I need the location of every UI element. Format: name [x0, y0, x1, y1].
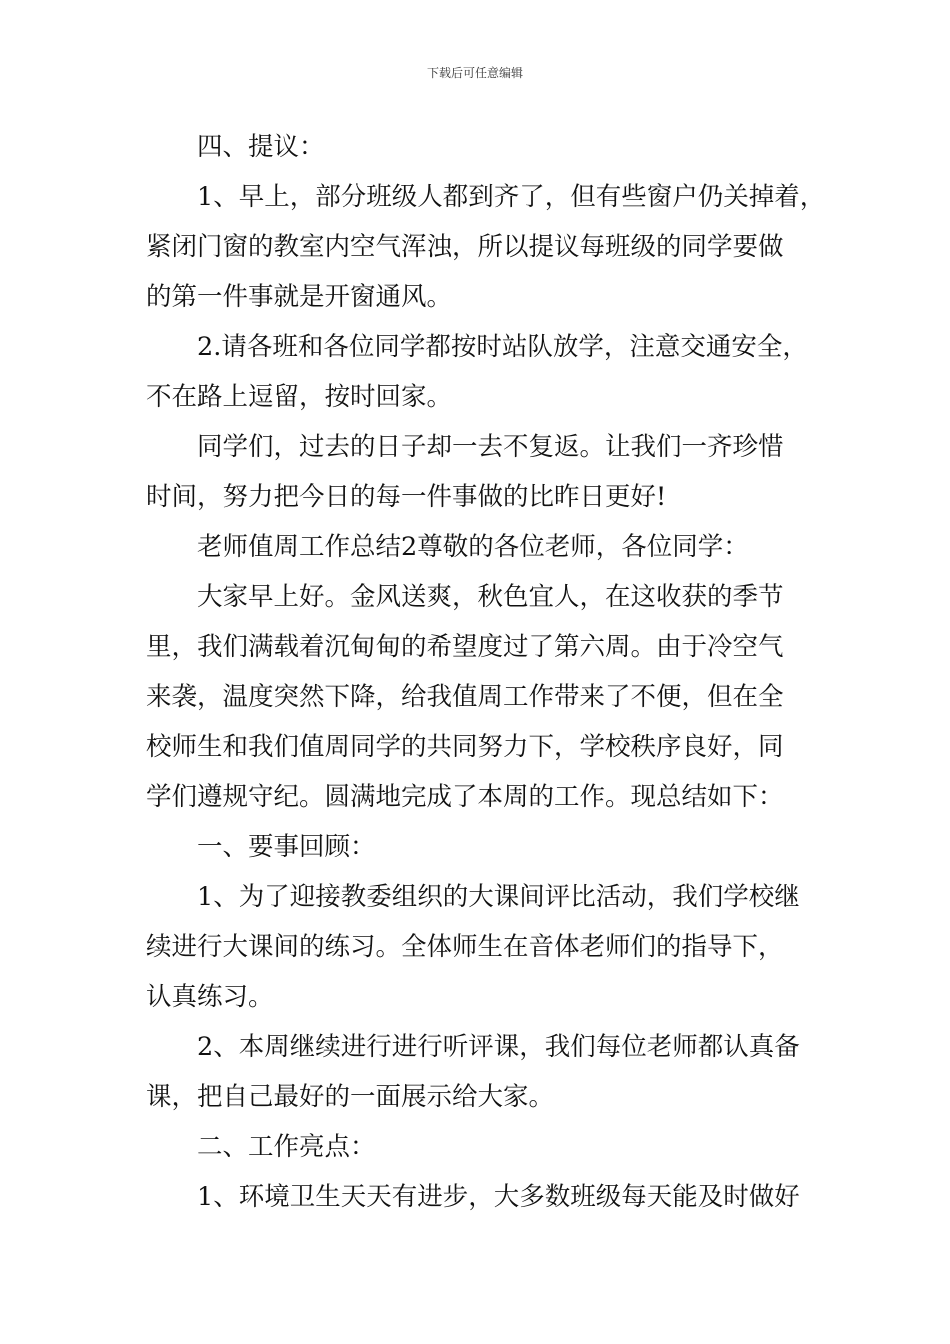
paragraph-line: 2、本周继续进行进行听评课，我们每位老师都认真备 [197, 1032, 800, 1062]
paragraph-line: 来袭，温度突然下降，给我值周工作带来了不便，但在全 [146, 682, 784, 712]
paragraph-line: 学们遵规守纪。圆满地完成了本周的工作。现总结如下： [146, 782, 784, 812]
paragraph-line: 同学们，过去的日子却一去不复返。让我们一齐珍惜 [197, 432, 784, 462]
paragraph-line: 课，把自己最好的一面展示给大家。 [146, 1082, 555, 1112]
paragraph-line: 的第一件事就是开窗通风。 [146, 282, 453, 312]
heading-review: 一、要事回顾： [197, 832, 376, 862]
paragraph-line: 1、为了迎接教委组织的大课间评比活动，我们学校继 [197, 882, 800, 912]
document-body [146, 122, 826, 1222]
paragraph-line: 1、早上，部分班级人都到齐了，但有些窗户仍关掉着， [197, 182, 826, 212]
paragraph-line: 认真练习。 [146, 982, 274, 1012]
paragraph-line: 2.请各班和各位同学都按时站队放学，注意交通安全， [197, 332, 808, 362]
paragraph-line: 紧闭门窗的教室内空气浑浊，所以提议每班级的同学要做 [146, 232, 784, 262]
paragraph-line: 时间，努力把今日的每一件事做的比昨日更好! [146, 482, 667, 512]
paragraph-line: 不在路上逗留，按时回家。 [146, 382, 453, 412]
heading-highlights: 二、工作亮点： [197, 1132, 376, 1162]
paragraph-line: 1、环境卫生天天有进步，大多数班级每天能及时做好 [197, 1182, 800, 1212]
paragraph-line: 大家早上好。金风送爽，秋色宜人，在这收获的季节 [197, 582, 784, 612]
paragraph-line: 里，我们满载着沉甸甸的希望度过了第六周。由于冷空气 [146, 632, 784, 662]
paragraph-line: 校师生和我们值周同学的共同努力下，学校秩序良好，同 [146, 732, 784, 762]
heading-suggestions: 四、提议： [197, 132, 325, 162]
paragraph-line: 续进行大课间的练习。全体师生在音体老师们的指导下， [146, 932, 784, 962]
section-title: 老师值周工作总结2尊敬的各位老师，各位同学： [197, 532, 749, 562]
page-header: 下载后可任意编辑 [426, 66, 523, 80]
